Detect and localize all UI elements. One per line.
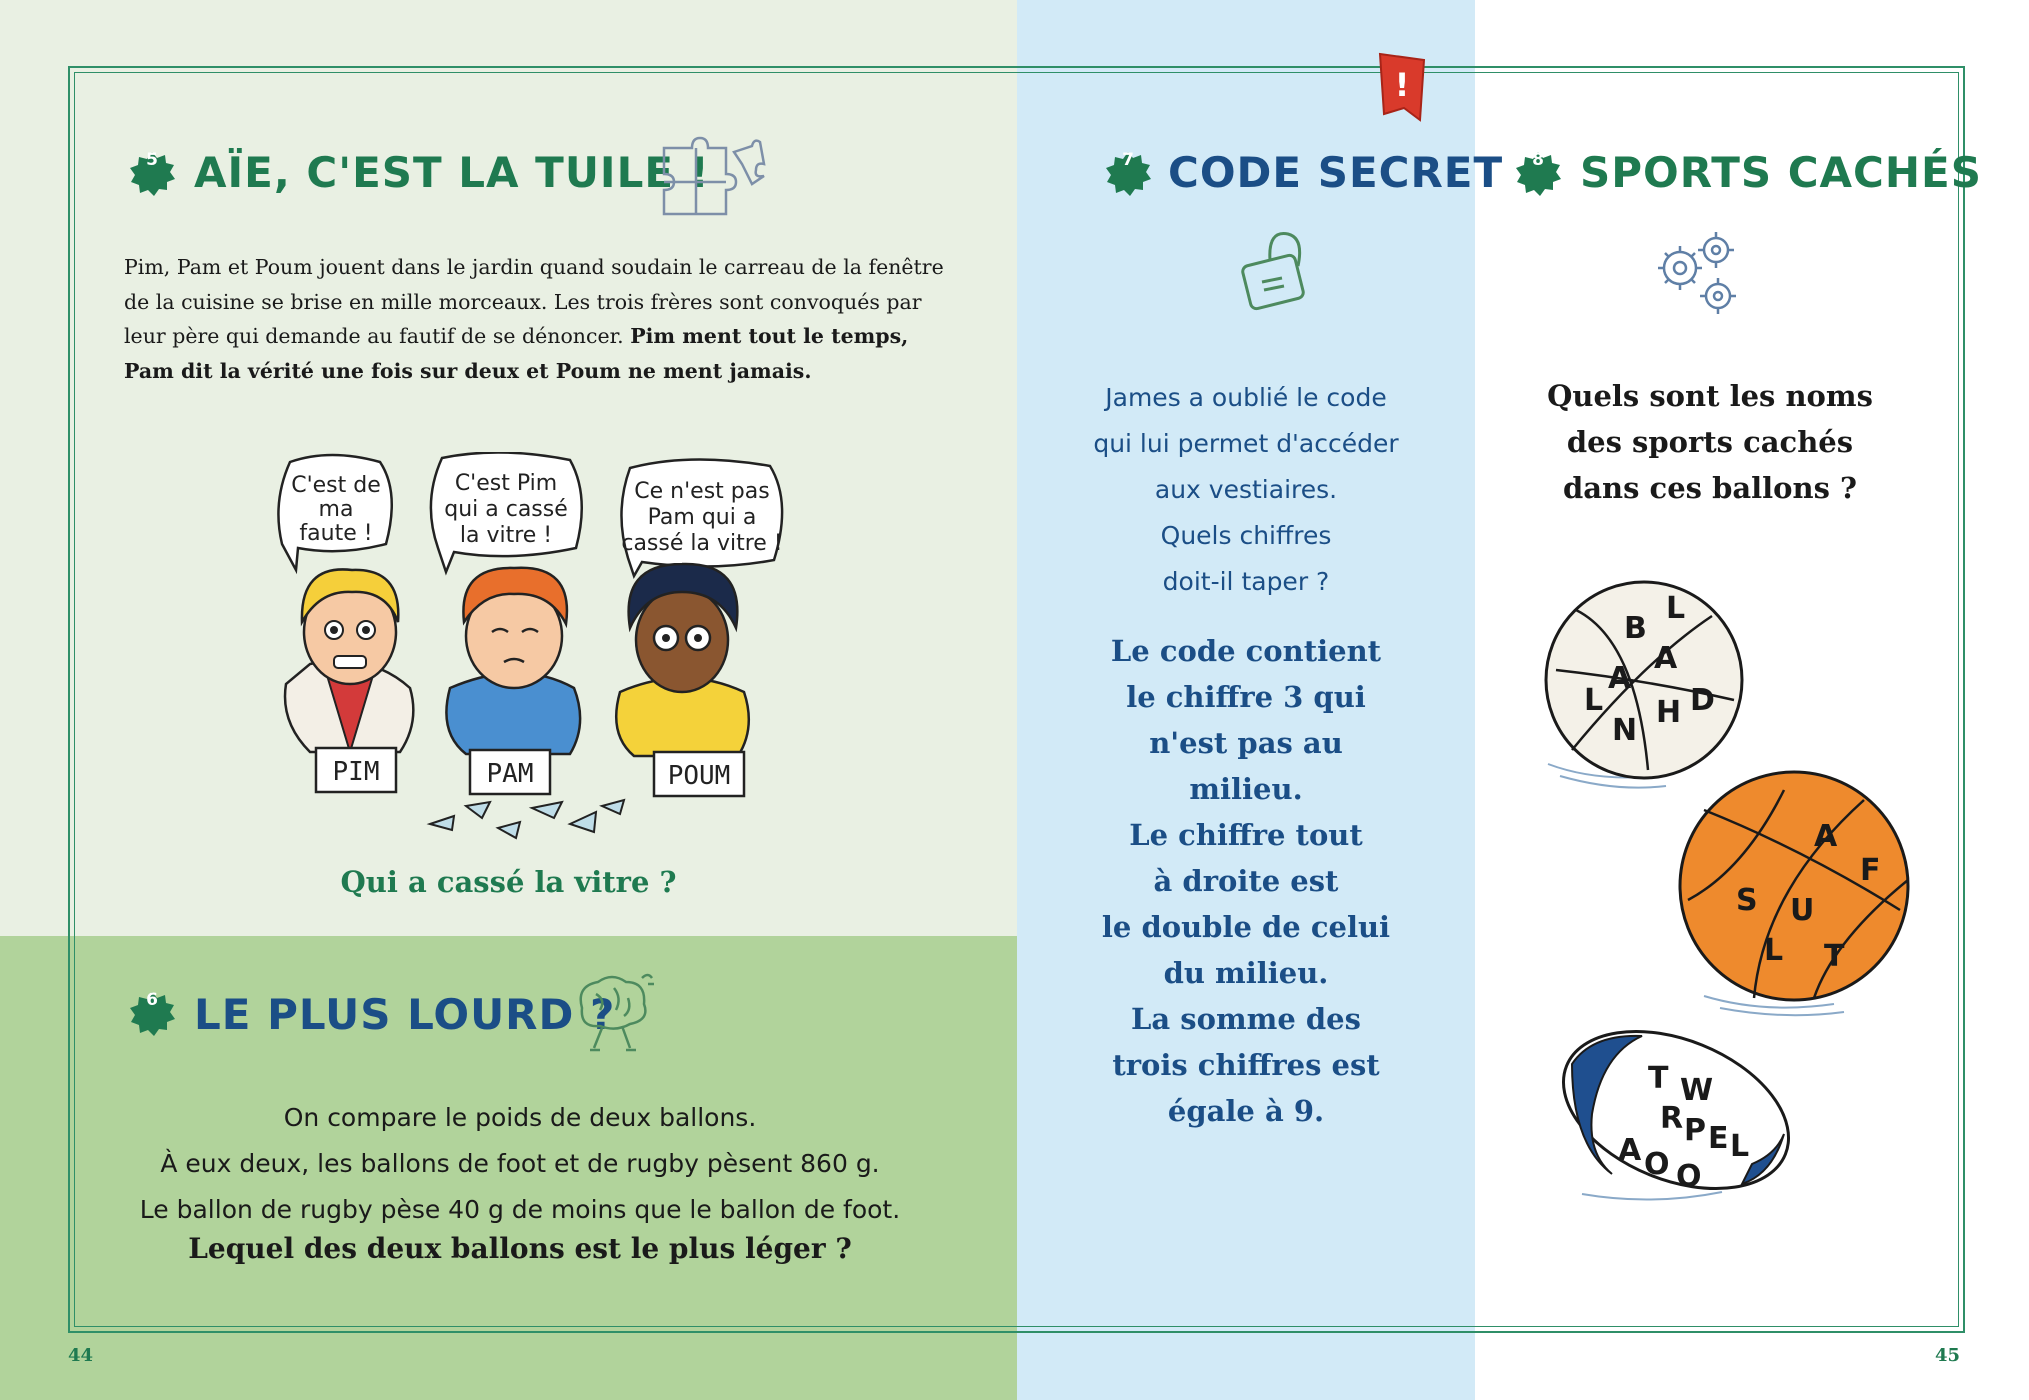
puzzle-6-line-3: Le ballon de rugby pèse 40 g de moins que le ballon de foot. [139,1195,901,1224]
basketball-illustration [1664,770,1924,1020]
ball-3-letter-9: O [1676,1159,1702,1194]
puzzle-5-title: AÏE, C'EST LA TUILE ! [194,148,710,197]
puzzle-5-question: Qui a cassé la vitre ? [340,865,677,899]
puzzle-8-question-line-2: des sports cachés [1566,425,1854,459]
puzzle-7-intro-line-5: doit-il taper ? [1162,567,1330,596]
puzzle-8-question-line-1: Quels sont les noms [1547,379,1873,413]
ball-2-letter-6: T [1824,939,1845,974]
bubble-poum-line3: cassé la vitre ! [621,531,783,556]
ball-1-letter-2: A [1654,641,1678,676]
ball-3-letter-8: O [1644,1147,1670,1182]
ball-3-letter-5: E [1708,1121,1729,1156]
ball-1-letter-7: H [1656,695,1682,730]
puzzle-5-rule: Pim ment tout le temps, Pam dit la vérité une fois sur deux et Poum ne ment jamais. [124,324,909,383]
ball-1-letter-1: B [1624,611,1647,646]
puzzle-7-clue-line-2: le chiffre 3 qui [1126,680,1366,714]
ball-3-letter-2: W [1680,1073,1714,1108]
broken-glass-shards [430,800,624,838]
puzzle-6-title: LE PLUS LOURD ? [194,990,616,1039]
ball-2-letter-5: L [1764,933,1784,968]
gears-icon [1652,228,1744,320]
pim-character [285,569,413,752]
ball-3-letter-4: P [1684,1113,1706,1148]
puzzle-7-clue-line-9: La somme des [1131,1002,1361,1036]
puzzle-7-intro-line-2: qui lui permet d'accéder [1093,429,1399,458]
puzzle-7-clues [1017,628,1475,1134]
puzzle-6-line-2: À eux deux, les ballons de foot et de rugby pèsent 860 g. [160,1149,880,1178]
puzzle-8-number: 8 [1532,150,1544,170]
puzzle-7-clue-line-8: du milieu. [1163,956,1329,990]
padlock-icon [1232,224,1312,314]
puzzle-7-clue-line-1: Le code contient [1110,634,1382,668]
puzzle-pieces-icon [656,134,768,220]
puzzle-7-intro-line-3: aux vestiaires. [1154,475,1338,504]
bubble-pam-line2: qui a cassé [444,497,568,522]
puzzle-5-badge [128,150,176,198]
ball-2-letter-2: F [1860,853,1881,888]
puzzle-7-clue-line-6: à droite est [1153,864,1339,898]
puzzle-8-title: SPORTS CACHÉS [1580,148,1982,197]
bubble-poum-line1: Ce n'est pas [634,479,770,504]
puzzle-8-badge [1514,150,1562,198]
pam-character [446,568,580,754]
bubble-pim-line3: faute ! [299,521,373,546]
puzzle-8-question-line-3: dans ces ballons ? [1562,471,1858,505]
three-brothers-illustration [270,452,840,852]
puzzle-6-text [80,1095,960,1233]
bubble-pim-line2: ma [318,497,354,522]
alert-mark: ! [1394,66,1410,104]
poum-character [616,564,749,756]
puzzle-6-line-1: On compare le poids de deux ballons. [283,1103,757,1132]
ball-2-letter-1: A [1814,819,1838,854]
bubble-poum-line2: Pam qui a [647,505,757,530]
puzzle-7-title: CODE SECRET [1168,148,1504,197]
ball-2-letter-3: S [1736,883,1758,918]
poum-name-label: POUM [667,761,731,791]
pam-name-label: PAM [486,759,534,789]
ball-3-letter-3: R [1660,1101,1684,1136]
puzzle-6-badge [128,990,176,1038]
ball-1-letter-8: D [1690,683,1715,718]
ball-3-letter-1: T [1648,1061,1669,1096]
puzzle-7-clue-line-4: milieu. [1189,772,1303,806]
puzzle-6-number: 6 [146,990,158,1010]
ball-1-letter-5: A [1608,661,1632,696]
puzzle-5-intro: Pim, Pam et Poum jouent dans le jardin quand soudain le carreau de la fenêtre de la cuisine se brise en mille morceaux. Les trois frères sont convoqués par leur père qui demande au fautif de se dénoncer. [124,255,944,348]
volleyball-illustration [1536,580,1756,800]
puzzle-5-text [124,250,944,388]
puzzle-6-question: Lequel des deux ballons est le plus léger ? [188,1232,852,1265]
page-number-left: 44 [68,1345,94,1366]
puzzle-7-clue-line-10: trois chiffres est [1112,1048,1380,1082]
bubble-pam-line3: la vitre ! [459,523,553,548]
puzzle-7-intro-line-1: James a oublié le code [1105,383,1387,412]
puzzle-7-intro-line-4: Quels chiffres [1160,521,1332,550]
running-brain-icon [566,970,656,1056]
puzzle-7-number: 7 [1122,150,1134,170]
puzzle-7-clue-line-7: le double de celui [1101,910,1391,944]
pim-name-label: PIM [332,757,380,787]
puzzle-5-number: 5 [146,150,158,170]
ball-1-letter-6: N [1612,713,1638,748]
ball-1-letter-3: L [1666,591,1686,626]
ball-1-letter-4: L [1584,683,1604,718]
puzzle-7-badge [1104,150,1152,198]
ball-3-letter-7: A [1618,1133,1642,1168]
puzzle-7-clue-line-3: n'est pas au [1149,726,1343,760]
puzzle-7-clue-line-11: égale à 9. [1167,1094,1325,1128]
puzzle-7-clue-line-5: Le chiffre tout [1129,818,1363,852]
alert-flag-icon [1376,52,1428,122]
bubble-pim-line1: C'est de [291,473,381,498]
puzzle-8-question [1475,373,1945,511]
bubble-pam-line1: C'est Pim [454,471,558,496]
rugby-ball-illustration [1552,1024,1802,1214]
page-number-right: 45 [1935,1345,1961,1366]
ball-2-letter-4: U [1790,893,1815,928]
ball-3-letter-6: L [1730,1129,1750,1164]
puzzle-7-intro [1017,375,1475,605]
